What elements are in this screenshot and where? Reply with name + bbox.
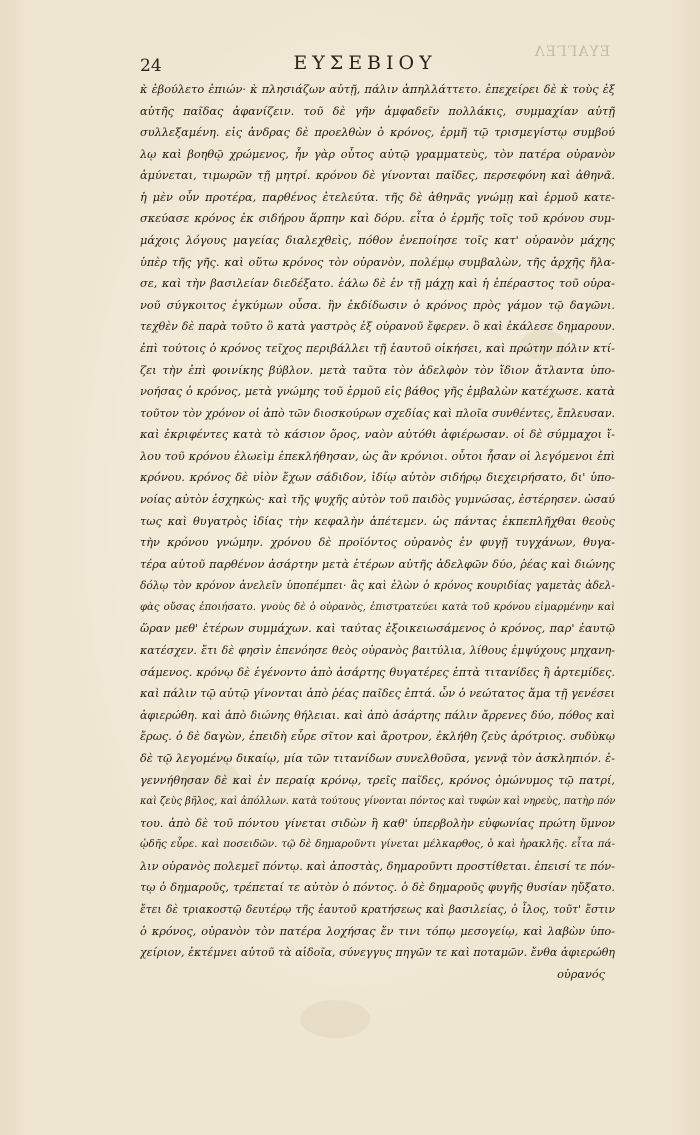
text-line: φὰς οὔσας ἐποιήσατο. γνοὺς δὲ ὁ οὐρανὸς, ἐπιστρατεύει κατὰ τοῦ κρόνου εἱμαρμένην καὶ	[140, 601, 615, 613]
text-line: τεχθὲν δὲ παρὰ τοῦτο ὃ κατὰ γαστρὸς ἐξ οὐρανοῦ ἔφερεν. ὃ καὶ ἐκάλεσε δημαρουν.	[140, 320, 615, 334]
text-line: τοῦτον τὸν χρόνον οἱ ἀπὸ τῶν διοσκούρων σχεδίας καὶ πλοῖα συνθέντες, ἔπλευσαν.	[140, 406, 615, 420]
text-line: δόλῳ τὸν κρόνον ἀνελεῖν ὑποπέμπει· ἃς καὶ ἑλὼν ὁ κρόνος κουριδίας γαμετὰς ἀδελ-	[140, 579, 615, 593]
text-line: σε, καὶ τὴν βασιλείαν διεδέξατο. ἑάλω δὲ ἐν τῇ μάχῃ καὶ ἡ ἐπέραστος τοῦ οὐρα-	[140, 277, 615, 291]
text-line: σκεύασε κρόνος ἐκ σιδήρου ἅρπην καὶ δόρυ. εἶτα ὁ ἑρμῆς τοῖς τοῦ κρόνου συμ-	[140, 212, 615, 226]
text-line: ὁ κρόνος, οὐρανὸν τὸν πατέρα λοχήσας ἔν τινι τόπῳ μεσογείῳ, καὶ λαβὼν ὑπο-	[140, 924, 615, 938]
text-line: ἔτει δὲ τριακοστῷ δευτέρῳ τῆς ἑαυτοῦ κρατήσεως καὶ βασιλείας, ὁ ἶλος, τοῦτ' ἔστιν	[140, 902, 615, 916]
text-line: ζει τὴν ἐπὶ φοινίκης βύβλον. μετὰ ταῦτα τὸν ἀδελφὸν τὸν ἴδιον ἄτλαντα ὑπο-	[140, 363, 615, 377]
text-line: ᾠδῆς εὗρε. καὶ ποσειδῶν. τῷ δὲ δημαροῦντι γίνεται μέλκαρθος, ὁ καὶ ἡρακλῆς. εἶτα πά-	[140, 838, 615, 851]
text-line: τῳ ὁ δημαροῦς, τρέπεταί τε αὐτὸν ὁ πόντος. ὁ δὲ δημαροῦς φυγῆς θυσίαν ηὔξατο.	[140, 881, 615, 895]
text-line: ἔρως. ὁ δὲ δαγὼν, ἐπειδὴ εὗρε σῖτον καὶ ἄροτρον, ἐκλήθη ζεὺς ἀρότριος. συδὺκῳ	[140, 730, 615, 744]
text-line: κ̀ ἐβούλετο ἐπιών· κ̀ πλησιάζων αὐτῇ, πάλιν ἀπηλλάττετο. ἐπεχείρει δὲ κ̀ τοὺς ἐξ	[140, 83, 615, 96]
text-line: λου τοῦ κρόνου ἐλωεὶμ ἐπεκλήθησαν, ὡς ἂν κρόνιοι. οὗτοι ἦσαν οἱ λεγόμενοι ἐπὶ	[140, 449, 615, 463]
page-number: 24	[140, 56, 162, 76]
text-line: νοήσας ὁ κρόνος, μετὰ γνώμης τοῦ ἑρμοῦ εἰς βάθος γῆς ἐμβαλὼν κατέχωσε. κατὰ	[140, 385, 615, 399]
text-line: νοίας αὐτὸν ἐσχηκὼς· καὶ τῆς ψυχῆς αὐτὸν τοῦ παιδὸς γυμνώσας, ἐστέρησεν. ὡσαύ	[140, 492, 615, 506]
text-line: τὴν κρόνου γνώμην. χρόνου δὲ προϊόντος οὐρανὸς ἐν φυγῇ τυγχάνων, θυγα-	[140, 536, 615, 550]
text-line: αὐτῆς παῖδας ἀφανίζειν. τοῦ δὲ γῆν ἀμφαδεῖν πολλάκις, συμμαχίαν αὐτῇ	[140, 104, 615, 118]
text-line: δὲ τῷ λεγομένῳ δικαίῳ, μία τῶν τιτανίδων συνελθοῦσα, γεννᾷ τὸν ἀσκληπιόν. ἐ-	[140, 751, 615, 765]
show-through-text: ΕΥΑΓΓΕΛ	[533, 44, 610, 60]
text-line: λιν οὐρανὸς πολεμεῖ πόντῳ. καὶ ἀποστὰς, δημαροῦντι προστίθεται. ἐπεισί τε πόν-	[140, 859, 615, 873]
text-line: τέρα αὐτοῦ παρθένον ἀσάρτην μετὰ ἑτέρων αὐτῆς ἀδελφῶν δύο, ῥέας καὶ διώνης	[140, 557, 615, 571]
text-line: ἐπὶ τούτοις ὁ κρόνος τεῖχος περιβάλλει τῇ ἑαυτοῦ οἰκήσει, καὶ πρώτην πόλιν κτί-	[140, 341, 615, 355]
body-text	[140, 79, 615, 985]
paper-stain	[300, 1000, 370, 1038]
text-line: γεννήθησαν δὲ καὶ ἐν περαίᾳ κρόνῳ, τρεῖς παῖδες, κρόνος ὁμώνυμος τῷ πατρί,	[140, 773, 615, 787]
catchword: οὐρανός	[557, 967, 605, 981]
text-line: συλλεξαμένη. εἰς ἀνδρας δὲ προελθὼν ὁ κρόνος, ἑρμῆ τῷ τρισμεγίστῳ συμβού	[140, 126, 615, 140]
text-line: λῳ καὶ βοηθῷ χρώμενος, ἦν γὰρ οὗτος αὐτῷ γραμματεὺς, τὸν πατέρα οὐρανὸν	[140, 147, 615, 161]
text-line: ἀφιερώθη. καὶ ἀπὸ διώνης θήλειαι. καὶ ἀπὸ ἀσάρτης πάλιν ἄρρενες δύο, πόθος καὶ	[140, 708, 615, 722]
text-line: καὶ ζεὺς βῆλος, καὶ ἀπόλλων. κατὰ τούτους γίνονται πόντος καὶ τυφὼν καὶ νηρεὺς, πατὴρ πόν	[140, 796, 615, 808]
text-line: κατέσχεν. ἔτι δὲ φησὶν ἐπενόησε θεὸς οὐρανὸς βαιτύλια, λίθους ἐμψύχους μηχανη-	[140, 644, 615, 658]
text-line: ὑπὲρ τῆς γῆς. καὶ οὕτω κρόνος τὸν οὐρανὸν, πολέμῳ συμβαλὼν, τῆς ἀρχῆς ἤλα-	[140, 255, 615, 269]
text-line: ἡ μὲν οὖν προτέρα, παρθένος ἐτελεύτα. τῆς δὲ ἀθηνᾶς γνώμῃ καὶ ἑρμοῦ κατε-	[140, 190, 615, 204]
text-line: μάχοις λόγους μαγείας διαλεχθεὶς, πόθον ἐνεποίησε τοῖς κατ' οὐρανὸν μάχης	[140, 234, 615, 248]
text-line: κρόνου. κρόνος δὲ υἱὸν ἔχων σάδιδον, ἰδίῳ αὐτὸν σιδήρῳ διεχειρήσατο, δι' ὑπο-	[140, 471, 615, 485]
text-line: χείριον, ἐκτέμνει αὐτοῦ τὰ αἰδοῖα, σύνεγγυς πηγῶν τε καὶ ποταμῶν. ἔνθα ἀφιερώθη	[140, 946, 615, 960]
text-line: καὶ πάλιν τῷ αὐτῷ γίνονται ἀπὸ ῥέας παῖδες ἑπτά. ὧν ὁ νεώτατος ἅμα τῇ γενέσει	[140, 687, 615, 701]
text-line: ὥραν μεθ' ἑτέρων συμμάχων. καὶ ταύτας ἐξοικειωσάμενος ὁ κρόνος, παρ' ἑαυτῷ	[140, 622, 615, 636]
text-line: καὶ ἐκριφέντες κατὰ τὸ κάσιον ὄρος, ναὸν αὐτόθι ἀφιέρωσαν. οἱ δὲ σύμμαχοι ἴ-	[140, 428, 615, 442]
text-line: του. ἀπὸ δὲ τοῦ πόντου γίνεται σιδὼν ἣ καθ' ὑπερβολὴν εὐφωνίας πρώτη ὕμνον	[140, 816, 615, 830]
running-head: ΕΥΣΕΒΙΟΥ	[293, 52, 437, 74]
text-line: σάμενος. κρόνῳ δὲ ἐγένοντο ἀπὸ ἀσάρτης θυγατέρες ἑπτὰ τιτανίδες ἢ ἀρτεμίδες.	[140, 665, 615, 679]
text-line: νοῦ σύγκοιτος ἐγκύμων οὖσα. ἣν ἐκδίδωσιν ὁ κρόνος πρὸς γάμον τῷ δαγῶνι.	[140, 298, 615, 312]
text-line: τως καὶ θυγατρὸς ἰδίας τὴν κεφαλὴν ἀπέτεμεν. ὡς πάντας ἐκπεπλῆχθαι θεοὺς	[140, 514, 615, 528]
text-line: ἀμύνεται, τιμωρῶν τῇ μητρί. κρόνου δὲ γίνονται παῖδες, περσεφόνη καὶ ἀθηνᾶ.	[140, 169, 615, 183]
